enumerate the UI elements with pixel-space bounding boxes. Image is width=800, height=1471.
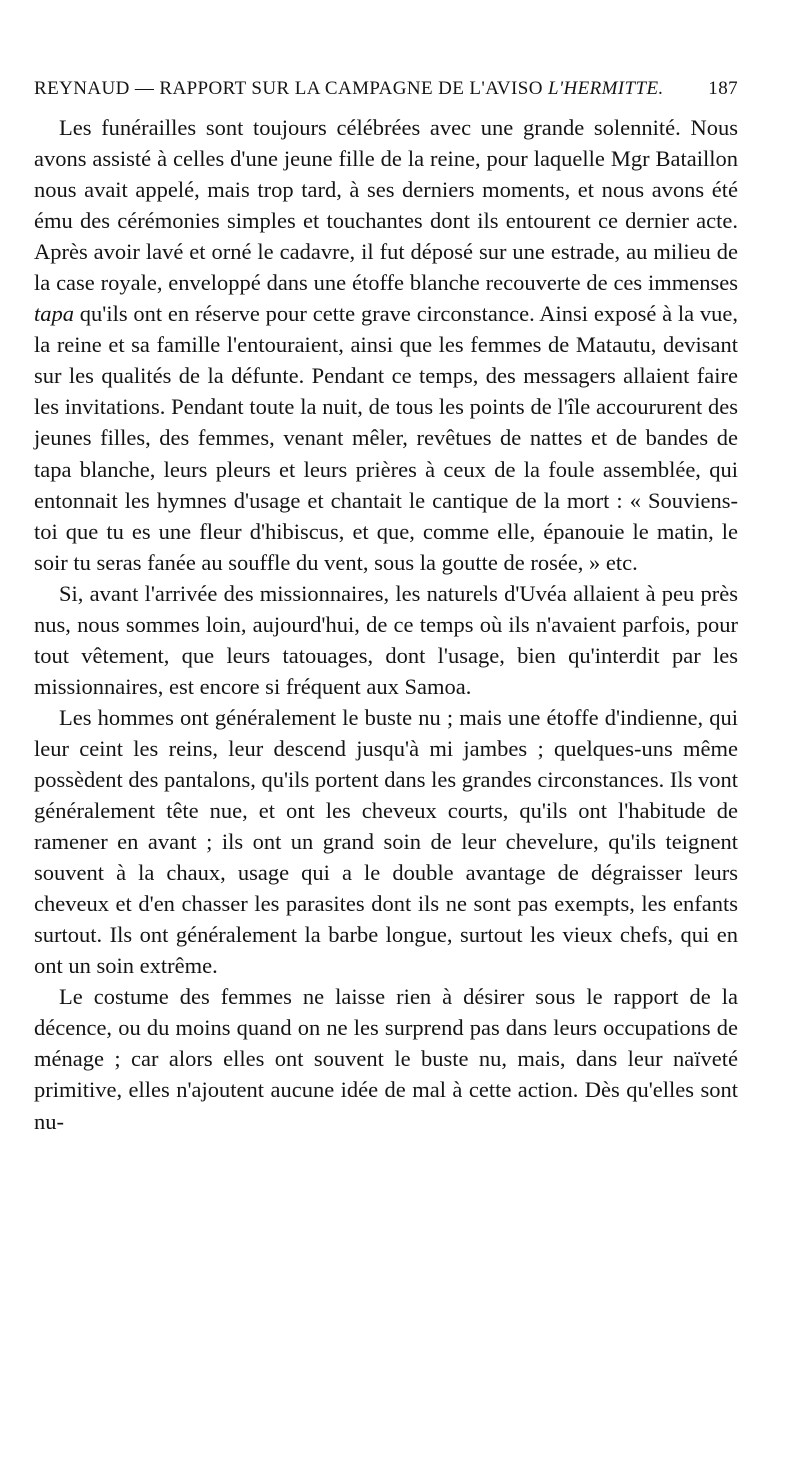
running-title-text: REYNAUD — RAPPORT SUR LA CAMPAGNE DE L'AVISO: [34, 78, 549, 99]
paragraph-text: Le costume des femmes ne laisse rien à désirer sous le rapport de la décence, ou du moins quand on ne les surprend pas dans leurs occupations de ménage ; car alors elles ont souvent le buste nu, mais, dans leur naïveté primitive, elles n'ajoutent aucune idée de mal à cette action. Dès qu'elles sont nu-: [34, 984, 738, 1134]
paragraph-costume-femmes: [34, 981, 738, 1136]
paragraph-text: Si, avant l'arrivée des missionnaires, les naturels d'Uvéa allaient à peu près nus, nous sommes loin, aujourd'hui, de ce temps où ils n'avaient parfois, pour tout vêtement, que leurs tatouages, dont l'usage, bien qu'interdit par les missionnaires, est encore si fréquent aux Samoa.: [34, 580, 738, 699]
running-head: [34, 74, 738, 104]
paragraph-vetements-anciens: [34, 578, 738, 702]
paragraph-funerailles: [34, 112, 738, 578]
running-title: [34, 74, 664, 104]
body-text: [34, 112, 738, 1137]
paragraph-costume-hommes: [34, 702, 738, 981]
paragraph-text: Les hommes ont généralement le buste nu ; mais une étoffe d'indienne, qui leur ceint les reins, leur descend jusqu'à mi jambes ; quelques-uns même possèdent des pantalons, qu'ils portent dans les grandes circonstances. Ils vont généralement tête nue, et ont les cheveux courts, qu'ils ont l'habitude de ramener en avant ; ils ont un grand soin de leur chevelure, qu'ils teignent souvent à la chaux, usage qui a le double avantage de dégraisser leurs cheveux et d'en chasser les parasites dont ils ne sont pas exempts, les enfants surtout. Ils ont généralement la barbe longue, surtout les vieux chefs, qui en ont un soin extrême.: [34, 704, 738, 979]
book-page: [34, 74, 738, 1137]
running-title-ship: L'HERMITTE.: [548, 78, 664, 99]
paragraph-text: Les funérailles sont toujours célébrées avec une grande solennité. Nous avons assisté à celles d'une jeune fille de la reine, pour laquelle Mgr Bataillon nous avait appelé, mais trop tard, à ses derniers moments, et nous avons été ému des cérémonies simples et touchantes dont ils entourent ce dernier acte. Après avoir lavé et orné le cadavre, il fut déposé sur une estrade, au milieu de la case royale, enveloppé dans une étoffe blanche recouverte de ces immenses: [34, 115, 738, 296]
paragraph-text: qu'ils ont en réserve pour cette grave circonstance. Ainsi exposé à la vue, la reine et sa famille l'entouraient, ainsi que les femmes de Matautu, devisant sur les qualités de la défunte. Pendant ce temps, des messagers allaient faire les invitations. Pendant toute la nuit, de tous les points de l'île accoururent des jeunes filles, des femmes, venant mêler, revêtues de nattes et de bandes de tapa blanche, leurs pleurs et leurs prières à ceux de la foule assemblée, qui entonnait les hymnes d'usage et chantait le cantique de la mort : « Souviens-toi que tu es une fleur d'hibiscus, et que, comme elle, épanouie le matin, le soir tu seras fanée au souffle du vent, sous la goutte de rosée, » etc.: [34, 301, 738, 575]
italic-term: tapa: [34, 301, 75, 327]
page-number: 187: [708, 78, 738, 99]
